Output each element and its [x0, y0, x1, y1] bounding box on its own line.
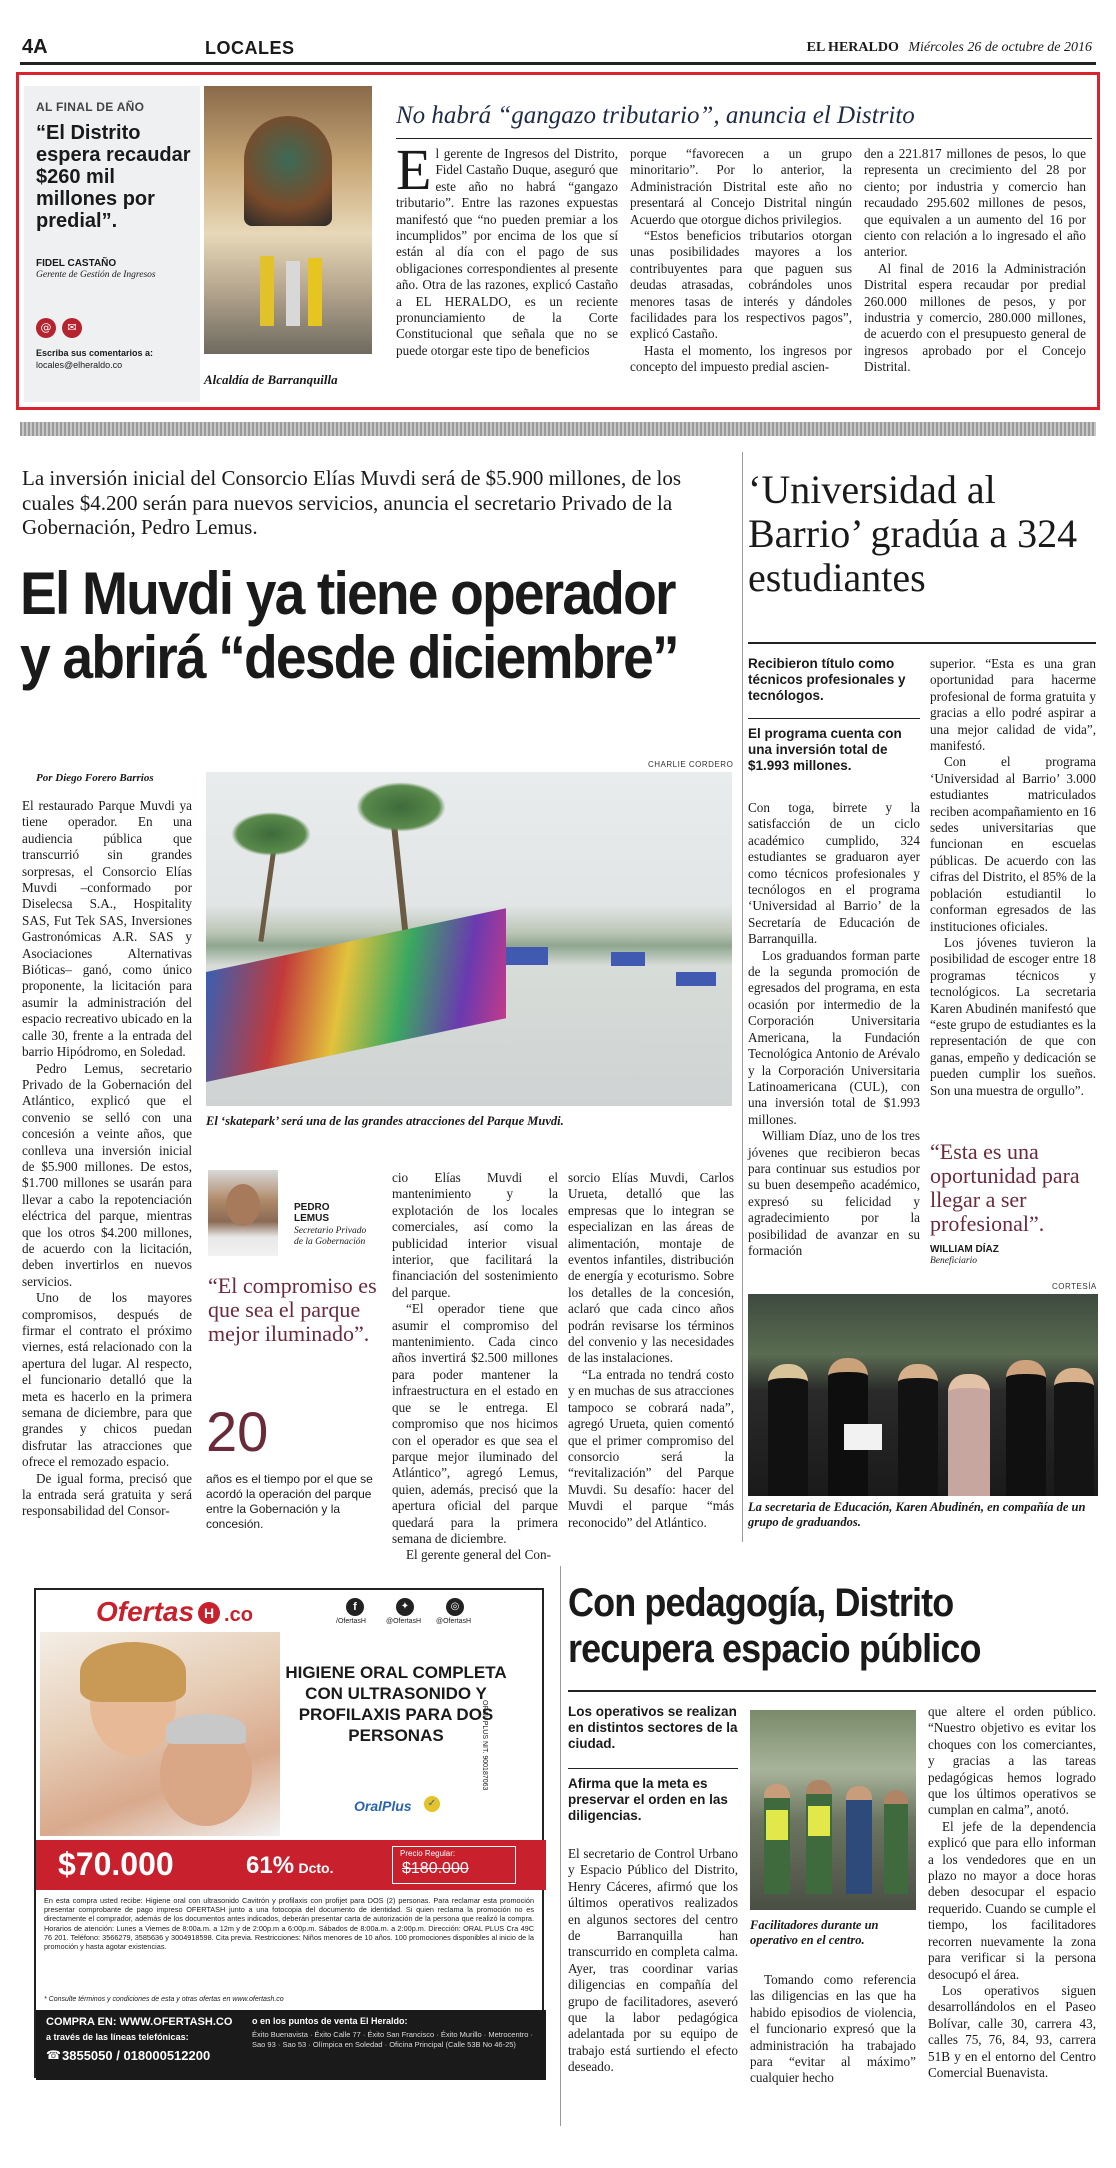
- social-handle: /OfertasH: [336, 1618, 366, 1625]
- paragraph: El gerente general del Con-: [406, 1547, 551, 1563]
- regular-label: Precio Regular:: [400, 1849, 456, 1858]
- paragraph: William Díaz, uno de los tres jóvenes que recibieron becas para continuar sus estudios por su buen desempeño académico, expresó su felicidad y agradecimiento por la posibilidad de avanzar en su formación: [748, 1128, 920, 1258]
- diploma-shape: [844, 1424, 882, 1450]
- point-item: Metrocentro: [488, 2030, 529, 2039]
- espacio-col2: [750, 1972, 916, 2092]
- point-item: Éxito Calle 77: [314, 2030, 361, 2039]
- oralplus-logo: OralPlus: [354, 1798, 412, 1814]
- photo-credit: CHARLIE CORDERO: [648, 760, 734, 769]
- stat-number: 20: [206, 1400, 269, 1463]
- person-shape: [308, 258, 322, 326]
- ad-photo: [40, 1632, 280, 1836]
- twitter-icon[interactable]: @: [36, 318, 56, 338]
- facilitadores-photo: [750, 1710, 916, 1910]
- universidad-headline: ‘Universidad al Barrio’ gradúa a 324 estudiantes: [748, 467, 1078, 600]
- section-divider: [560, 1566, 561, 2126]
- muvdi-headline: El Muvdi ya tiene operador y abrirá “desde diciembre”: [20, 560, 678, 691]
- headline-rule: [396, 138, 1092, 139]
- source-name: FIDEL CASTAÑO: [36, 258, 117, 269]
- point-item: Sao 93: [252, 2040, 276, 2049]
- lemus-title: Secretario Privado de la Gobernación: [294, 1226, 367, 1247]
- skate-ramp: [206, 908, 506, 1082]
- graduate-figure: [1006, 1360, 1046, 1496]
- point-item: Sao 53: [282, 2040, 307, 2049]
- facebook-icon[interactable]: f: [346, 1598, 364, 1616]
- brand-h-icon: H: [198, 1602, 220, 1624]
- paragraph: De igual forma, precisó que la entrada será gratuita y será responsabilidad del Consor-: [22, 1470, 192, 1519]
- point-item: Éxito Murillo: [440, 2030, 482, 2039]
- universidad-sub2: El programa cuenta con una inversión total de $1.993 millones.: [748, 726, 902, 773]
- paragraph: Hasta el momento, los ingresos por concepto del impuesto predial ascien-: [630, 342, 852, 375]
- paragraph: cio Elías Muvdi el mantenimiento y la explotación de los locales comerciales, así como la publicidad interior visual interior, que facilitará la financiación del sostenimiento del parque.: [392, 1170, 558, 1300]
- quote-name: WILLIAM DÍAZ: [930, 1244, 999, 1255]
- paragraph: Con el programa ‘Universidad al Barrio’ 3.000 estudiantes matriculados reciben acompañamiento en 16 sedes universitarias que funcionan en escuelas públicas. De acuerdo con las cifras del Distrito, el 85% de la población estudiantil lo conforman egresados de las instituciones oficiales.: [930, 754, 1096, 934]
- social-handle: @OfertasH: [436, 1618, 472, 1625]
- paragraph: den a 221.817 millones de pesos, lo que representa un crecimiento del 28 por ciento; por industria y comercio han recaudado 295.602 millones de pesos, que equivalen a un aumento del 16 por ciento con relación a lo ingresado el año anterior.: [864, 146, 1086, 260]
- phone-icon: ☎: [46, 2048, 61, 2062]
- paragraph: superior. “Esta es una gran oportunidad para hacerme profesional de forma gratuita y gracias a ello podré aspirar a una mejor calidad de vida”, manifestó.: [930, 656, 1096, 754]
- ad-fine-print: En esta compra usted recibe: Higiene oral con ultrasonido Cavitrón y profilaxis con profijet para DOS (2) personas. Para reclamar esta promoción presentar comprobante de pago impreso OFERTASH junto a una fotocopia del documento de identidad. Si quien reclama la promoción no es directamente el comprador, además de los documentos antes indicados, deberán presentar carta de autorización de la persona que realizó la compra. Horarios de atención: Lunes a Viernes de 8:00a.m. a 12m y de 2:00p.m a 6:00p.m. Sábados de 8:00a.m. a 2:00p.m. Dirección: ORAL PLUS Cra 49C 76 201. Teléfono: 3566279, 3585636 y 3004918598. Cita previa. Restricciones: Niños menores de 10 años. 100 promociones disponibles al inicio de la promoción y hasta agotar existencias.: [44, 1896, 534, 1952]
- paragraph: Los jóvenes tuvieron la posibilidad de escoger entre 18 programas técnicos y tecnológicos. La secretaria Karen Abudinén manifestó que “este grupo de estudiantes es la representación de que con ganas, empeño y dedicación se pueden cumplir los sueños. Son una muestra de orgullo”.: [930, 934, 1096, 1098]
- header-rule: [20, 62, 1096, 65]
- officer-vest: [808, 1806, 830, 1836]
- discount-label: Dcto.: [298, 1860, 334, 1876]
- skate-block: [506, 947, 548, 965]
- palm-leaves: [231, 812, 311, 856]
- face-shape: [226, 1184, 260, 1226]
- page-number: 4A: [22, 36, 48, 58]
- twitter-icon[interactable]: ✦: [396, 1598, 414, 1616]
- top-story-col2: [630, 146, 852, 396]
- paragraph: porque “favorecen a un grupo minoritario”. Por lo anterior, la Administración Distrital este año no presentará al Concejo Distrital ningún Acuerdo que otorgue dichos privilegios.: [630, 146, 852, 227]
- graduate-figure: [898, 1364, 938, 1496]
- headline-rule: [568, 1690, 1096, 1692]
- paragraph: “La entrada no tendrá costo y en muchas de sus atracciones tampoco se cobrará nada”, agregó Urueta, quien comentó que el primer compromiso del consorcio será la “revitalización” del Parque Muvdi. Su desafío: hacer del Muvdi el parque “más reconocido” del Atlántico.: [568, 1366, 734, 1530]
- ad-vertical-text: ORAL PLUS NIT. 900187063: [481, 1700, 488, 1791]
- kicker: AL FINAL DE AÑO: [36, 100, 145, 114]
- photo-caption: Alcaldía de Barranquilla: [204, 372, 338, 387]
- officer-figure: [806, 1780, 832, 1894]
- sub-rule: [568, 1768, 738, 1769]
- espacio-headline: Con pedagogía, Distrito recupera espacio público: [568, 1581, 981, 1671]
- espacio-sub1: Los operativos se realizan en distintos sectores de la ciudad.: [568, 1704, 738, 1751]
- alcaldia-photo: [204, 86, 372, 354]
- espacio-col1: [568, 1846, 738, 2092]
- muvdi-col1: [22, 798, 192, 1540]
- paragraph: Pedro Lemus, secretario Privado de la Gobernación del Atlántico, explicó que el convenio se selló con una concesión a veinte años, que conlleva una inversión inicial de $5.900 millones. De estos, $1.700 millones se usarán para llevar a cabo la repotenciación eléctrica del parque, mientras que los otros $4.200 millones, de acuerdo con la licitación, deben invertirlos en nuevos servicios.: [22, 1060, 192, 1289]
- top-story-col3: [864, 146, 1086, 396]
- skate-block: [676, 972, 716, 986]
- photo-caption: Facilitadores durante un operativo en el centro.: [750, 1918, 879, 1947]
- graduate-figure: [768, 1364, 808, 1496]
- person-shape: [260, 256, 274, 326]
- comments-email[interactable]: locales@elheraldo.co: [36, 360, 123, 370]
- points-label: o en los puntos de venta El Heraldo:: [252, 2016, 408, 2026]
- instagram-icon[interactable]: ◎: [446, 1598, 464, 1616]
- graduates-photo: [748, 1294, 1098, 1496]
- phone-label: a través de las líneas telefónicas:: [46, 2032, 189, 2042]
- ad-price: $70.000: [58, 1846, 174, 1882]
- muvdi-deck: La inversión inicial del Consorcio Elías Muvdi será de $5.900 millones, de los cuales $4.200 serán para nuevos servicios, anuncia el secretario Privado de la Gobernación, Pedro Lemus.: [22, 466, 682, 539]
- officer-figure: [846, 1786, 872, 1894]
- stat-text: años es el tiempo por el que se acordó la operación del parque entre la Gobernación y la concesión.: [206, 1472, 373, 1531]
- lemus-photo: [208, 1170, 278, 1256]
- officer-figure: [884, 1790, 908, 1894]
- paragraph: Los graduandos forman parte de la segunda promoción de egresados del programa, en esta ocasión por intermedio de la Corporación Universitaria Americana, la Fundación Tecnológica Antonio de Arévalo y la Corporación Universitaria Latinoamericana (CUL), con una inversión total de $1.993 millones.: [748, 947, 920, 1127]
- paragraph: Con toga, birrete y la satisfacción de un ciclo académico cumplido, 324 estudiantes se graduaron ayer como técnicos profesionales y tecnólogos en el programa ‘Universidad al Barrio’ de la Secretaría de Educación de Barranquilla.: [748, 800, 920, 947]
- byline: Por Diego Forero Barrios: [36, 772, 154, 784]
- regular-price: $180.000: [402, 1860, 469, 1877]
- muvdi-col3: [392, 1170, 558, 1563]
- paragraph: El restaurado Parque Muvdi ya tiene operador. En una audiencia pública que transcurrió sin grandes sorpresas, el Consorcio Elías Muvdi –conformado por Diselecsa S.A., Hospitality SAS, Fut Tek SAS, Inversiones Gastronómicas A.R. SAS y Asociaciones Alternativas Bióticas– ganó, como único proponente, la licitación para asumir la administración del espacio recreativo ubicado en la calle 30, frente a la entrada del barrio Hipódromo, en Soledad.: [22, 798, 192, 1060]
- comments-label: Escriba sus comentarios a:: [36, 348, 154, 358]
- mural-shape: [244, 116, 332, 226]
- buy-label[interactable]: COMPRA EN: WWW.OFERTASH.CO: [46, 2016, 233, 2028]
- column-divider: [742, 452, 743, 1542]
- espacio-col3: [928, 1704, 1096, 2092]
- pull-quote: “El Distrito espera recaudar $260 mil millones por predial”.: [36, 122, 191, 232]
- social-handle: @OfertasH: [386, 1618, 422, 1625]
- ad-headline: HIGIENE ORAL COMPLETA CON ULTRASONIDO Y PROFILAXIS PARA DOS PERSONAS: [285, 1663, 507, 1745]
- points-list: Éxito Buenavista · Éxito Calle 77 · Éxito San Francisco · Éxito Murillo · Metrocentro · Sao 93 · Sao 53 · Olímpica en Soledad · Oficina Principal (Calle 53B No 46-25): [252, 2030, 534, 2049]
- paragraph: que altere el orden público. “Nuestro objetivo es evitar los choques con los comerciantes, y gracias a las tareas pedagógicas hemos logrado que los últimos operativos se cumplan en calma”, anotó.: [928, 1704, 1096, 1818]
- paragraph: El secretario de Control Urbano y Espacio Público del Distrito, Henry Cáceres, afirmó que los últimos operativos realizados en algunos sectores del centro de Barranquilla han transcurrido en completa calma. Ayer, tras coordinar varias diligencias en compañía del grupo de facilitadores, aseveró que la labor pedagógica adelantada por su equipo de trabajo está surtiendo el efecto deseado.: [568, 1846, 738, 2075]
- muvdi-col4: [568, 1170, 734, 1542]
- point-item: Éxito San Francisco: [367, 2030, 435, 2039]
- universidad-quote: “Esta es una oportunidad para llegar a ser profesional”.: [930, 1139, 1080, 1236]
- paragraph: “Estos beneficios tributarios otorgan unas posibilidades mayores a los contribuyentes para que paguen sus deudas atrasadas, cobrándoles unos menores tasas de interés y dándoles facilidades para los respectivos pagos”, explicó Castaño.: [630, 228, 852, 342]
- paragraph: “El operador tiene que asumir el compromiso del mantenimiento. Cada cinco años invertirá $2.500 millones para poder mantener la infraestructura en el estado en que se le entrega. El compromiso que nos hicimos con el operador es que sea el parque mejor iluminado del Atlántico”, agregó Lemus, quien, además, precisó que la apertura oficial del parque quedará para la primera semana de diciembre.: [392, 1301, 558, 1546]
- paragraph: Los operativos siguen desarrollándolos en el Paseo Bolívar, calle 30, carrera 43, calles 75, 76, 84, 93, carrera 51B y en el entorno del Centro Comercial Buenavista.: [928, 1982, 1096, 2080]
- skate-block: [611, 952, 645, 966]
- masthead-info: [807, 40, 1092, 56]
- paragraph: Tomando como referencia las diligencias en las que ha habido episodios de violencia, el funcionario expresó que la administración ha trabajado para “evitar al máximo” cualquier hecho: [750, 1972, 916, 2086]
- mail-icon[interactable]: ✉: [62, 318, 82, 338]
- palm-leaves: [356, 782, 446, 832]
- section-separator: [20, 422, 1096, 436]
- photo-caption: El ‘skatepark’ será una de las grandes atracciones del Parque Muvdi.: [206, 1114, 564, 1128]
- lemus-quote: “El compromiso es que sea el parque mejor iluminado”.: [208, 1273, 377, 1346]
- secretary-figure: [948, 1374, 990, 1496]
- universidad-col2: [930, 656, 1096, 1134]
- paragraph: El jefe de la dependencia explicó que para ello informan a los vendedores que en un plazo no mayor a doce horas deben desocupar el espacio requerido. Cuando se cumple el tiempo, los facilitadores recorren nuevamente la zona para verificar si la persona desocupó el área.: [928, 1818, 1096, 1982]
- oralplus-check-icon: ✓: [424, 1796, 440, 1812]
- brand-name: Ofertas: [96, 1596, 195, 1627]
- paragraph: sorcio Elías Muvdi, Carlos Urueta, detalló que las empresas que lo integran se especializan en las áreas de alimentación, montaje de eventos infantiles, distribución de energía y ecoturismo. Sobre los detalles de la concesión, aclaró que cada cinco años podrán revisarse los términos del convenio y las necesidades de las instalaciones.: [568, 1170, 734, 1366]
- ad-logo: [96, 1596, 253, 1628]
- sub-rule: [748, 718, 920, 719]
- issue-date: Miércoles 26 de octubre de 2016: [908, 40, 1092, 55]
- lemus-name: PEDRO LEMUS: [294, 1202, 330, 1224]
- universidad-col1: [748, 800, 920, 1300]
- universidad-sub1: Recibieron título como técnicos profesionales y tecnólogos.: [748, 656, 906, 703]
- point-item: Éxito Buenavista: [252, 2030, 308, 2039]
- ad-discount: [246, 1852, 334, 1880]
- woman-hair: [80, 1642, 186, 1702]
- point-item: Olímpica en Soledad: [312, 2040, 383, 2049]
- discount-value: 61%: [246, 1852, 295, 1879]
- top-headline: No habrá “gangazo tributario”, anuncia el Distrito: [396, 102, 915, 129]
- top-story-col1: El gerente de Ingresos del Distrito, Fidel Castaño Duque, aseguró que este año no habrá “gangazo tributario”. Entre las razones expuestas manifestó que “no pueden premiar a los incumplidos” por encima de los que sí están al día con el pago de sus obligaciones correspondientes al presente año. Otra de las razones, explicó Castaño a EL HERALDO, es un reciente pronunciamiento de la Corte Constitucional que señala que no se puede otorgar este tipo de beneficios: [396, 137, 618, 358]
- espacio-sub2: Afirma que la meta es preservar el orden en las diligencias.: [568, 1776, 728, 1823]
- graduate-figure: [1054, 1368, 1094, 1496]
- photo-caption: La secretaria de Educación, Karen Abudinén, en compañía de un grupo de graduandos.: [748, 1500, 1086, 1529]
- point-item: Oficina Principal (Calle 53B No 46-25): [389, 2040, 516, 2049]
- phone-number[interactable]: 3855050 / 018000512200: [62, 2048, 211, 2063]
- paper-name: EL HERALDO: [806, 40, 899, 55]
- paragraph: Al final de 2016 la Administración Distrital espera recaudar por predial 260.000 millones de pesos, y por industria y comercio, 280.000 millones, de acuerdo con el presupuesto general de ingresos aprobado por el Concejo Distrital.: [864, 260, 1086, 375]
- paragraph: Uno de los mayores compromisos, después de firmar el contrato el próximo viernes, está relacionado con la apertura del lugar. Al respecto, el funcionario detalló que la meta es hacerlo en la primera semana de diciembre, para que grandes y chicos puedan disfrutar las atracciones que ofrece el remozado espacio.: [22, 1290, 192, 1470]
- skatepark-photo: [206, 772, 732, 1106]
- ad-terms: * Consulte términos y condiciones de esta y otras ofertas en www.ofertash.co: [44, 1996, 284, 2003]
- officer-vest: [766, 1810, 788, 1840]
- quote-title: Beneficiario: [930, 1256, 977, 1266]
- section-label: LOCALES: [205, 38, 295, 58]
- man-hair: [166, 1714, 246, 1744]
- ofertas-ad[interactable]: [34, 1588, 544, 2078]
- headline-rule: [748, 642, 1096, 644]
- person-shape: [286, 261, 300, 326]
- brand-suffix: .co: [224, 1604, 253, 1626]
- photo-credit: CORTESÍA: [1052, 1282, 1097, 1291]
- source-title: Gerente de Gestión de Ingresos: [36, 270, 156, 280]
